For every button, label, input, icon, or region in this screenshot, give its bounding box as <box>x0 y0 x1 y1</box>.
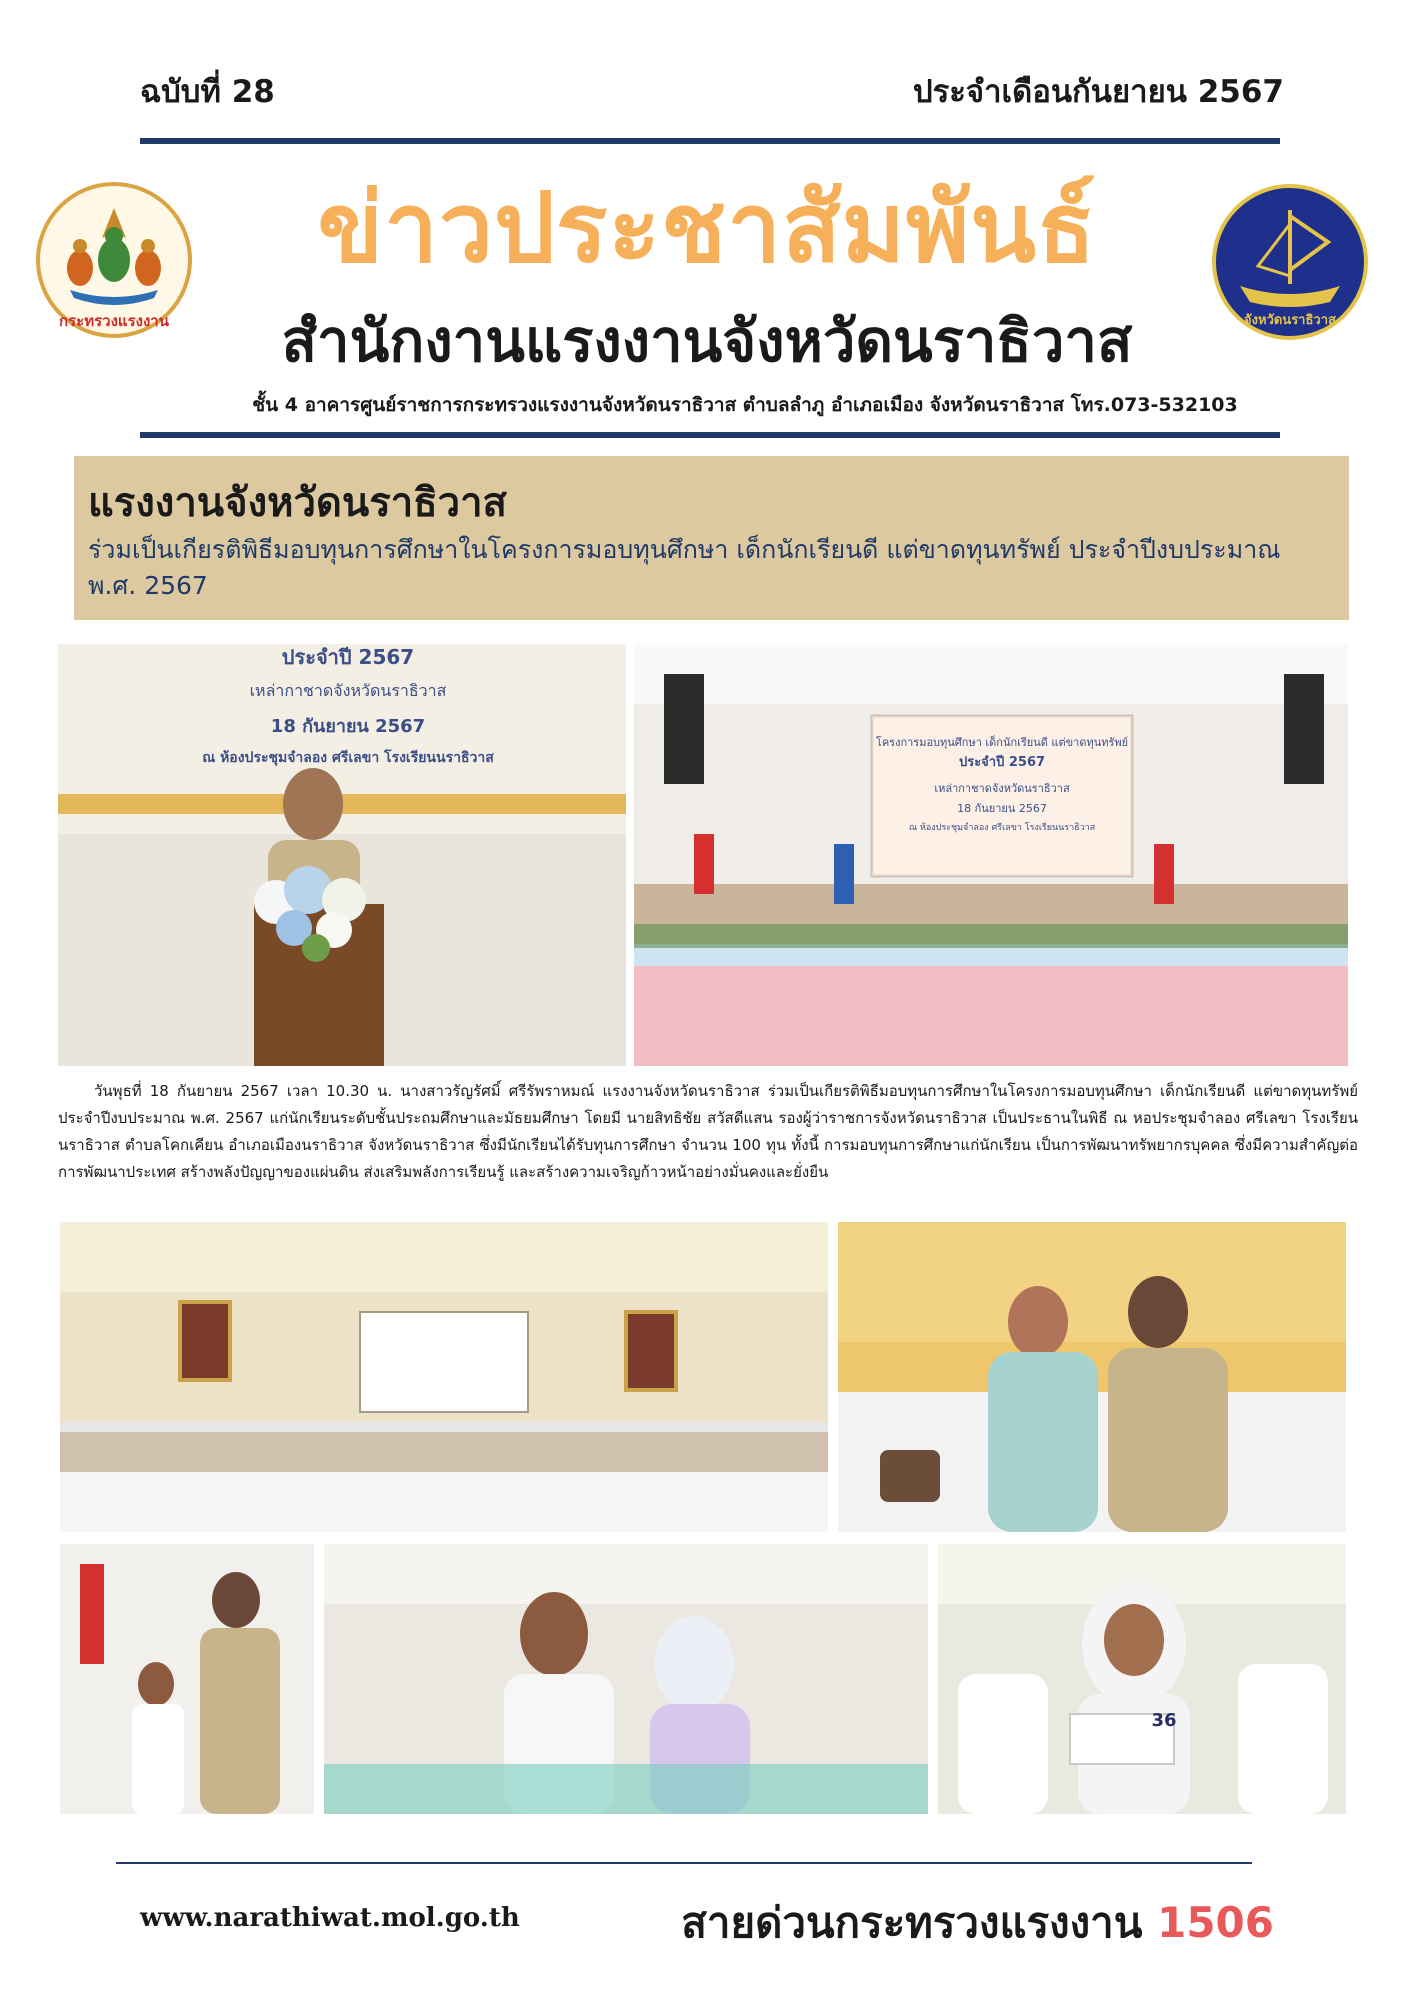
photo-officials-seated <box>838 1222 1346 1532</box>
p1-screen-line2: เหล่ากาชาดจังหวัดนราธิวาส <box>249 681 447 700</box>
photo-speaker-podium <box>58 644 626 1066</box>
headline-title: แรงงานจังหวัดนราธิวาส <box>88 480 507 526</box>
p1-screen-line1: ประจำปี 2567 <box>281 645 415 669</box>
photo-student-card <box>938 1544 1346 1814</box>
website-link[interactable]: www.narathiwat.mol.go.th <box>140 1903 520 1933</box>
article-body: วันพุธที่ 18 กันยายน 2567 เวลา 10.30 น. นางสาวรัญรัศมิ์ ศรีรัพราหมณ์ แรงงานจังหวัดนราธิวาส ร่วมเป็นเกียรติพิธีมอบทุนการศึกษาในโครงการมอบทุนศึกษา เด็กนักเรียนดี แต่ขาดทุนทรัพย์ ประจำปีงบประมาณ พ.ศ. 2567 แก่นักเรียนระดับชั้นประถมศึกษาและมัธยมศึกษา โดยมี นายสิทธิชัย สวัสดีแสน รองผู้ว่าราชการจังหวัดนราธิวาส เป็นประธานในพิธี ณ หอประชุมจำลอง ศรีเลขา โรงเรียนนราธิวาส ตำบลโคกเคียน อำเภอเมืองนราธิวาส จังหวัดนราธิวาส ซึ่งมีนักเรียนได้รับทุนการศึกษา จำนวน 100 ทุน ทั้งนี้ การมอบทุนการศึกษาแก่นักเรียน เป็นการพัฒนาทรัพยากรบุคคล ซึ่งมีความสำคัญต่อการพัฒนาประเทศ สร้างพลังปัญญาของแผ่นดิน ส่งเสริมพลังการเรียนรู้ และสร้างความเจริญก้าวหน้าอย่างมั่นคงและยั่งยืน <box>58 1082 1358 1181</box>
office-address: ชั้น 4 อาคารศูนย์ราชการกระทรวงแรงงานจังหวัดนราธิวาส ตำบลลำภู อำเภอเมือง จังหวัดนราธิวาส โทร.073-532103 <box>252 394 1238 416</box>
hotline-label: สายด่วนกระทรวงแรงงาน <box>681 1898 1143 1947</box>
headline-subtitle: ร่วมเป็นเกียรติพิธีมอบทุนการศึกษาในโครงการมอบทุนศึกษา เด็กนักเรียนดี แต่ขาดทุนทรัพย์ ประจำปีงบประมาณ พ.ศ. 2567 <box>88 535 1281 600</box>
issue-month: ประจำเดือนกันยายน 2567 <box>912 74 1284 110</box>
p2-screen-line1: โครงการมอบทุนศึกษา เด็กนักเรียนดี แต่ขาดทุนทรัพย์ <box>875 736 1129 749</box>
top-rule <box>140 138 1280 144</box>
p1-screen-line4: ณ ห้องประชุมจำลอง ศรีเลขา โรงเรียนนราธิวาส <box>202 750 494 766</box>
student-number-card: 36 <box>1151 1710 1177 1731</box>
newsletter-title: ข่าวประชาสัมพันธ์ <box>317 172 1097 284</box>
p2-screen-line2: ประจำปี 2567 <box>958 755 1046 770</box>
hotline <box>681 1890 1274 1956</box>
p2-screen-line5: ณ ห้องประชุมจำลอง ศรีเลขา โรงเรียนนราธิวาส <box>908 823 1096 833</box>
ministry-logo-text: กระทรวงแรงงาน <box>59 312 169 330</box>
p1-screen-line3: 18 กันยายน 2567 <box>270 716 426 737</box>
header-bottom-rule <box>140 432 1280 438</box>
office-name: สำนักงานแรงงานจังหวัดนราธิวาส <box>281 307 1133 375</box>
photo-group-stage <box>634 644 1348 1066</box>
p2-screen-line3: เหล่ากาชาดจังหวัดนราธิวาส <box>934 782 1070 795</box>
issue-number: ฉบับที่ 28 <box>140 74 275 110</box>
photo-assembly-hall <box>60 1222 828 1532</box>
photo-student-receiving <box>60 1544 314 1814</box>
photo-seated-students <box>324 1544 928 1814</box>
province-logo-text: จังหวัดนราธิวาส <box>1244 313 1336 328</box>
p2-screen-line4: 18 กันยายน 2567 <box>957 802 1047 815</box>
hotline-number: 1506 <box>1157 1898 1274 1947</box>
footer-rule <box>116 1862 1252 1864</box>
